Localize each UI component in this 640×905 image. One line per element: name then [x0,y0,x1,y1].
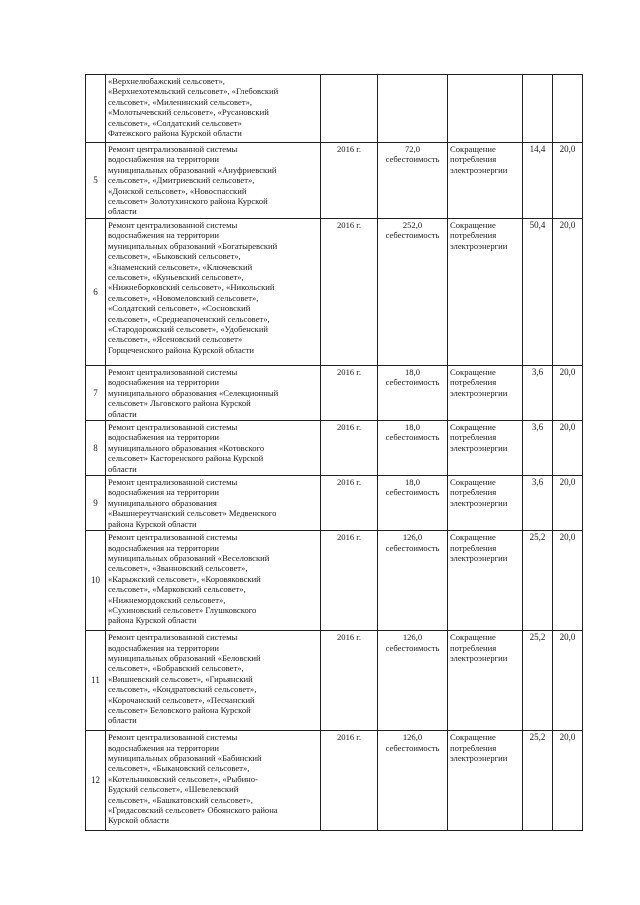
row-value-2 [553,75,583,143]
row-year [321,75,378,143]
row-number: 5 [86,143,106,219]
row-year: 2016 г. [321,531,378,631]
row-number: 11 [86,631,106,731]
row-year: 2016 г. [321,366,378,421]
row-value-1: 50,4 [523,219,553,366]
row-value-1: 25,2 [523,531,553,631]
row-year: 2016 г. [321,631,378,731]
row-value-1: 25,2 [523,631,553,731]
row-effect: Сокращение потребления электроэнергии [448,476,523,531]
row-cost: 252,0 себестоимость [378,219,448,366]
row-value-2: 20,0 [553,143,583,219]
row-value-1: 25,2 [523,731,553,831]
row-number: 10 [86,531,106,631]
table-row [86,75,583,143]
row-value-1: 3,6 [523,421,553,476]
row-value-1: 3,6 [523,476,553,531]
row-description: «Верхнелюбажский сельсовет», «Верхнехотемльский сельсовет», «Глебовский сельсовет», «Миленинский сельсовет», «Молотычевский сельсовет», «Русановский сельсовет», «Солдатский сельсовет» Фатежского района Курской области [106,75,321,143]
table-row [86,366,583,421]
measures-table [85,74,583,831]
row-effect: Сокращение потребления электроэнергии [448,531,523,631]
row-cost: 126,0 себестоимость [378,531,448,631]
row-effect: Сокращение потребления электроэнергии [448,731,523,831]
row-value-2: 20,0 [553,219,583,366]
row-year: 2016 г. [321,219,378,366]
document-page [85,74,582,831]
row-description: Ремонт централизованной системы водоснабжения на территории муниципальных образований «Бабинский сельсовет», «Быкановский сельсовет», «Котельниковский сельсовет», «Рыбино- Будский сельсовет», «Шевелевский сельсовет», «Башкатовский сельсовет», «Гридасовский сельсовет» Обоянского района Курской области [106,731,321,831]
row-effect: Сокращение потребления электроэнергии [448,366,523,421]
row-description: Ремонт централизованной системы водоснабжения на территории муниципальных образований «Беловский сельсовет», «Бобравский сельсовет», «Вишневский сельсовет», «Гирьянский сельсовет», «Кондратовский сельсовет», «Корочанский сельсовет», «Песчанский сельсовет» Беловского района Курской области [106,631,321,731]
table-row [86,476,583,531]
row-number: 9 [86,476,106,531]
row-description: Ремонт централизованной системы водоснабжения на территории муниципальных образований «Веселовский сельсовет», «Званновский сельсовет», «Карыжский сельсовет», «Коровяковский сельсовет», «Марковский сельсовет», «Нижнемордокский сельсовет», «Сухиновский сельсовет» Глушковского района Курской области [106,531,321,631]
row-number [86,75,106,143]
row-cost [378,75,448,143]
table-row [86,143,583,219]
table-body [86,75,583,831]
table-row [86,531,583,631]
row-effect [448,75,523,143]
row-value-2: 20,0 [553,421,583,476]
row-year: 2016 г. [321,421,378,476]
row-value-1: 3,6 [523,366,553,421]
row-year: 2016 г. [321,731,378,831]
row-year: 2016 г. [321,143,378,219]
row-value-2: 20,0 [553,531,583,631]
row-cost: 18,0 себестоимость [378,421,448,476]
row-number: 12 [86,731,106,831]
row-effect: Сокращение потребления электроэнергии [448,219,523,366]
table-row [86,631,583,731]
row-description: Ремонт централизованной системы водоснабжения на территории муниципального образования «Селекционный сельсовет» Льговского района Курской области [106,366,321,421]
row-value-2: 20,0 [553,366,583,421]
row-effect: Сокращение потребления электроэнергии [448,631,523,731]
row-effect: Сокращение потребления электроэнергии [448,421,523,476]
table-row [86,219,583,366]
row-description: Ремонт централизованной системы водоснабжения на территории муниципального образования «Котовского сельсовет» Касторенского района Курской области [106,421,321,476]
row-value-1 [523,75,553,143]
table-row [86,421,583,476]
table-row [86,731,583,831]
row-description: Ремонт централизованной системы водоснабжения на территории муниципального образования «Вышнереутчанский сельсовет» Медвенского района Курской области [106,476,321,531]
row-cost: 18,0 себестоимость [378,476,448,531]
row-value-1: 14,4 [523,143,553,219]
row-value-2: 20,0 [553,476,583,531]
row-number: 8 [86,421,106,476]
row-description: Ремонт централизованной системы водоснабжения на территории муниципальных образований «Богатыревский сельсовет», «Быковский сельсовет», «Знаменский сельсовет», «Ключевский сельсовет», «Куньевский сельсовет», «Нижнеборковский сельсовет», «Никольский сельсовет», «Новомеловский сельсовет», «Солдатский сельсовет», «Сосновский сельсовет», «Среднеапоченский сельсовет», «Стародорожский сельсовет», «Удобенский сельсовет», «Ясеновский сельсовет» Горщеченского района Курской области [106,219,321,366]
row-description: Ремонт централизованной системы водоснабжения на территории муниципальных образований «Ануфриевский сельсовет», «Дмитриевский сельсовет», «Донской сельсовет», «Новоспасский сельсовет» Золотухинского района Курской области [106,143,321,219]
row-effect: Сокращение потребления электроэнергии [448,143,523,219]
row-cost: 126,0 себестоимость [378,631,448,731]
row-cost: 126,0 себестоимость [378,731,448,831]
row-value-2: 20,0 [553,631,583,731]
row-value-2: 20,0 [553,731,583,831]
row-number: 7 [86,366,106,421]
row-year: 2016 г. [321,476,378,531]
row-cost: 18,0 себестоимость [378,366,448,421]
row-number: 6 [86,219,106,366]
row-cost: 72,0 себестоимость [378,143,448,219]
